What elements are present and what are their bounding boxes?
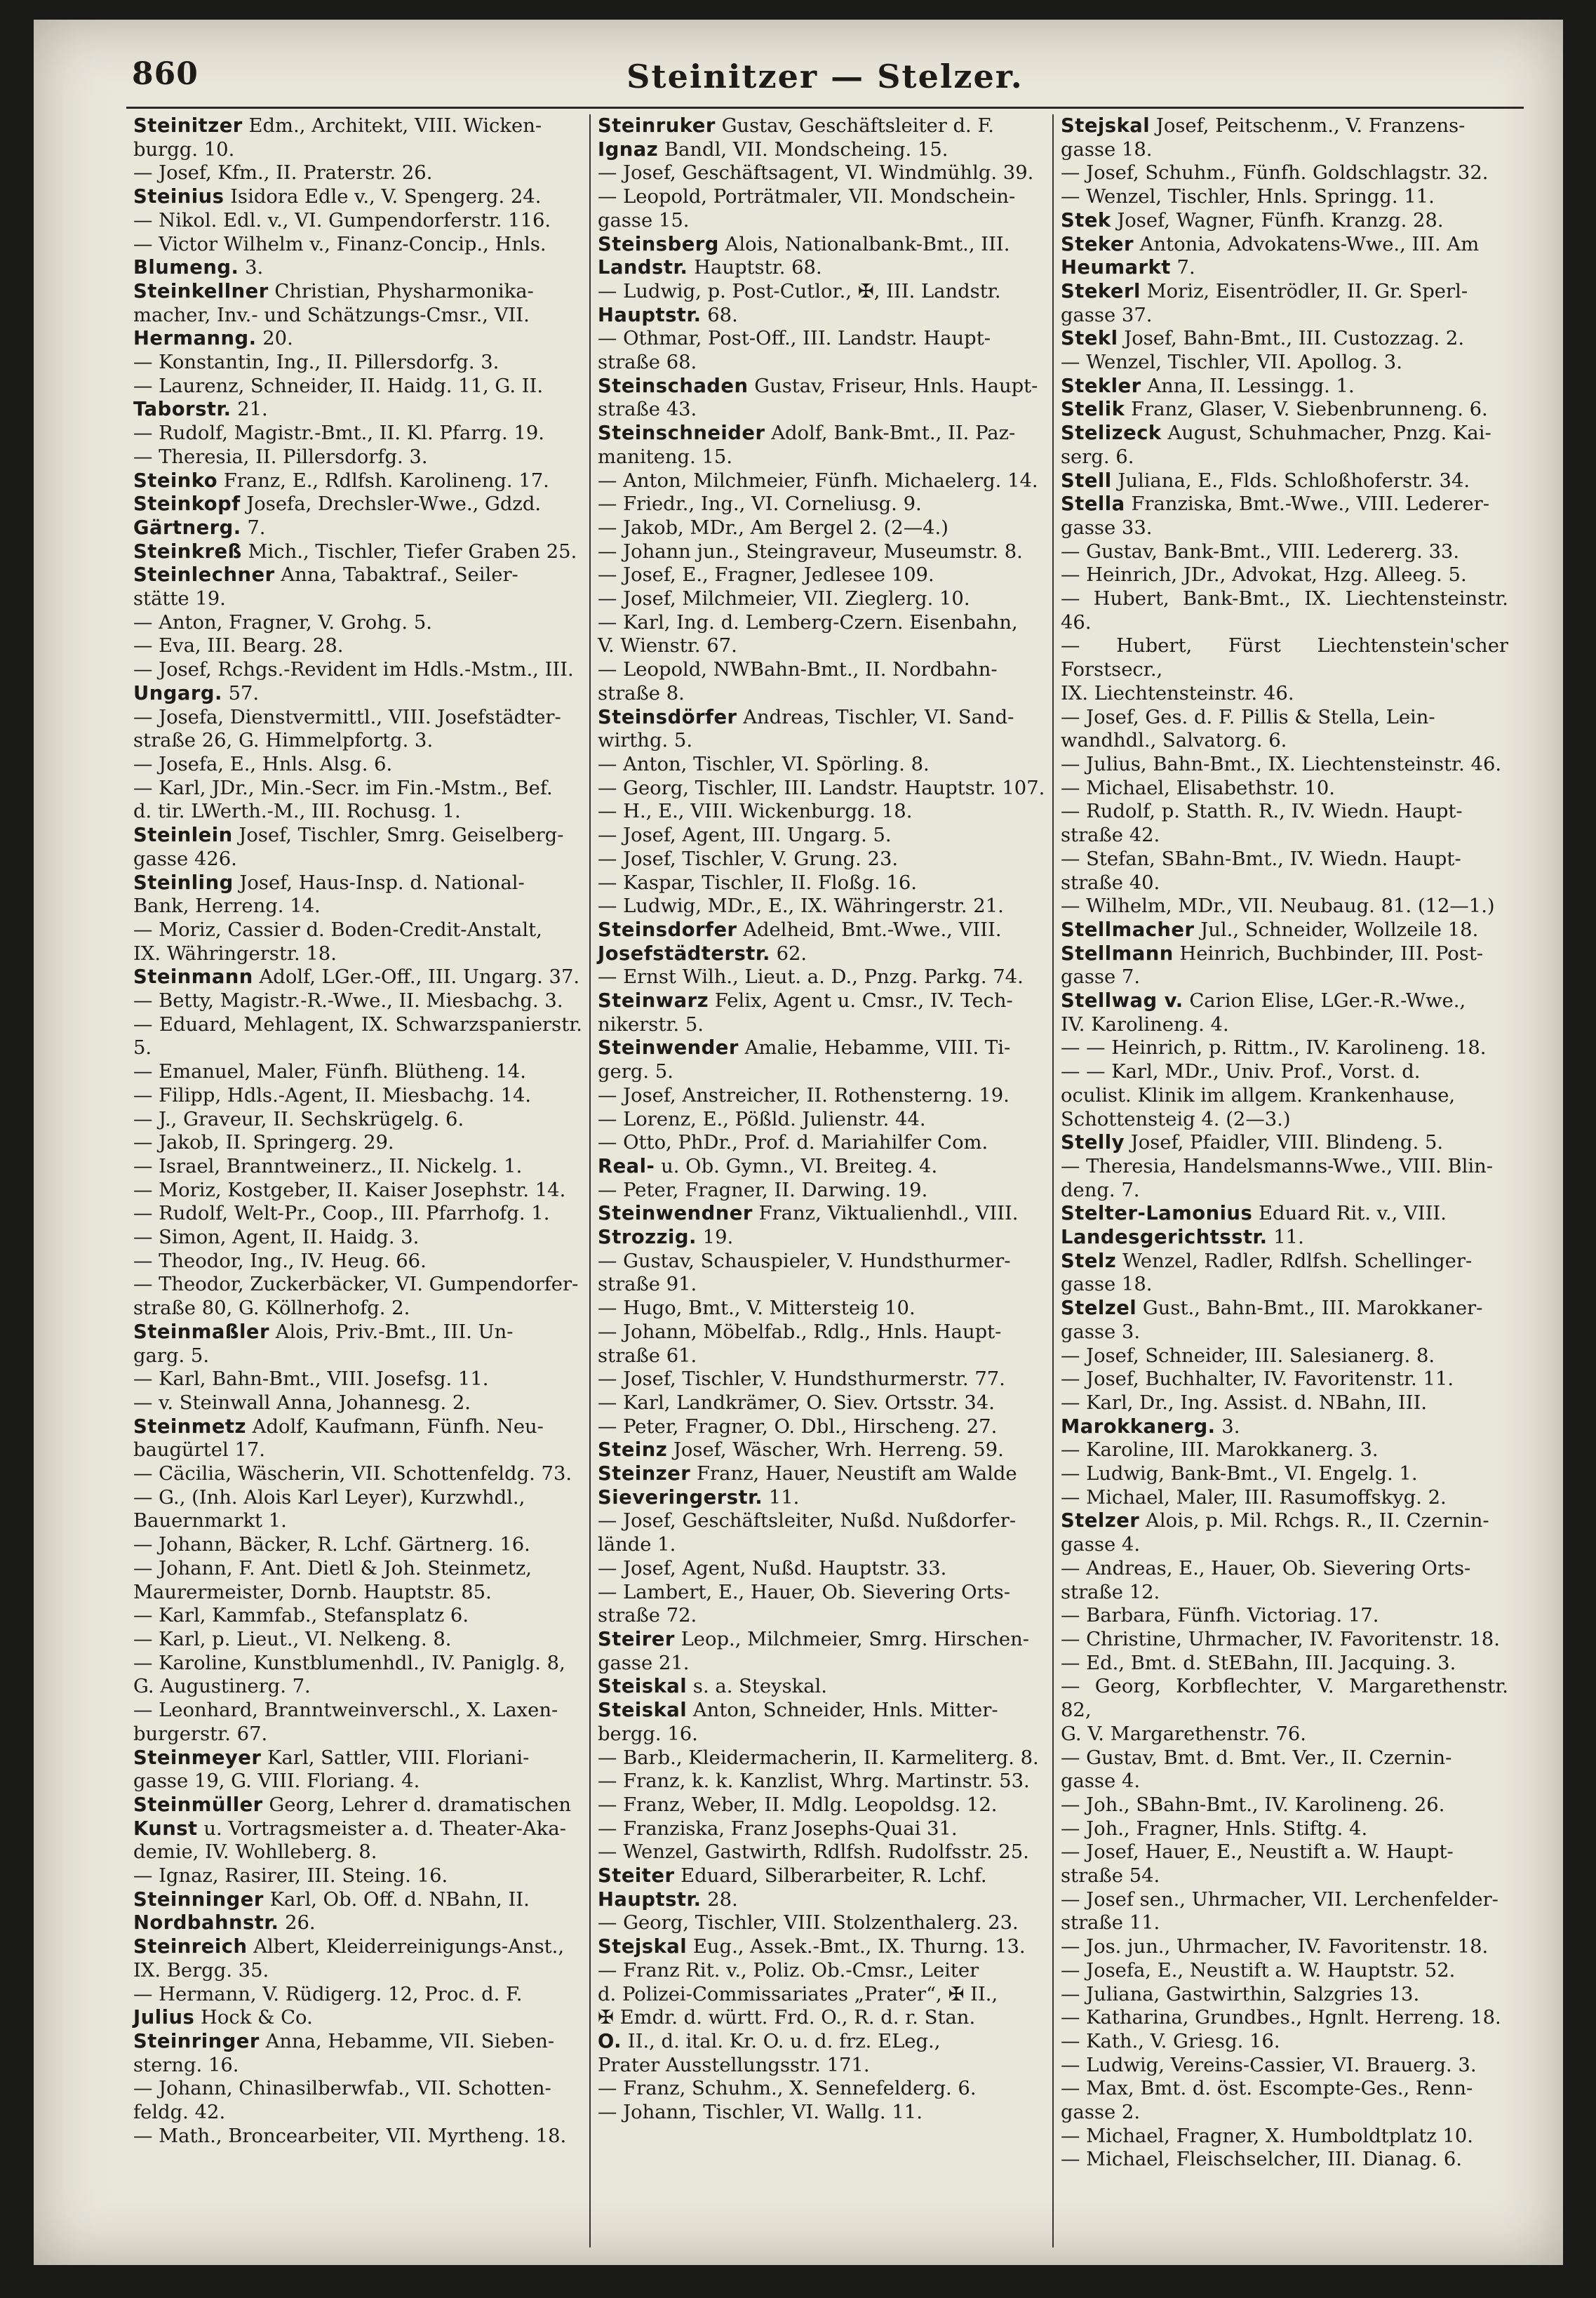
- column-3: [1052, 114, 1515, 2247]
- directory-line: — Eva, III. Bearg. 28.: [133, 635, 344, 657]
- directory-line: Stejskal Eug., Assek.-Bmt., IX. Thurng. 13.: [598, 1936, 1026, 1958]
- directory-line: — Kaspar, Tischler, II. Floßg. 16.: [598, 871, 917, 894]
- directory-line: — Karl, Kammfab., Stefansplatz 6.: [133, 1605, 469, 1627]
- directory-line: — Franziska, Franz Josephs-Quai 31.: [598, 1817, 958, 1840]
- directory-line: — Gustav, Schauspieler, V. Hundsthurmer-: [598, 1250, 1011, 1272]
- directory-line: Stekerl Moriz, Eisentrödler, II. Gr. Sperl-: [1061, 280, 1468, 302]
- directory-line: Stellmacher Jul., Schneider, Wollzeile 18.: [1061, 918, 1479, 941]
- directory-line: Steinsdorfer Adelheid, Bmt.-Wwe., VIII.: [598, 918, 1002, 941]
- directory-line: — Jakob, II. Springerg. 29.: [133, 1132, 394, 1154]
- directory-line: — Victor Wilhelm v., Finanz-Concip., Hnls.: [133, 233, 546, 255]
- directory-line: Steinwender Amalie, Hebamme, VIII. Ti-: [598, 1037, 1011, 1060]
- directory-line: — Karoline, Kunstblumenhdl., IV. Paniglg. 8,: [133, 1652, 565, 1674]
- directory-line: — Karl, Landkrämer, O. Siev. Ortsstr. 34.: [598, 1391, 995, 1414]
- directory-line: — Michael, Fragner, X. Humboldtplatz 10.: [1061, 2125, 1473, 2147]
- directory-line: — Josef, Geschäftsagent, VI. Windmühlg. 39.: [598, 162, 1034, 185]
- directory-line: O. II., d. ital. Kr. O. u. d. frz. ELeg.,: [598, 2030, 941, 2052]
- directory-line: Stelik Franz, Glaser, V. Siebenbrunneng. 6.: [1061, 399, 1488, 421]
- directory-line: Steinmetz Adolf, Kaufmann, Fünfh. Neu-: [133, 1415, 544, 1438]
- directory-line: Ungarg. 57.: [133, 682, 260, 704]
- directory-line: — Katharina, Grundbes., Hgnlt. Herreng. 18.: [1061, 2007, 1501, 2029]
- directory-line: Hauptstr. 28.: [598, 1888, 738, 1911]
- directory-line: — Franz, k. k. Kanzlist, Whrg. Martinstr. 53.: [598, 1770, 1030, 1793]
- directory-line: nikerstr. 5.: [598, 1013, 704, 1036]
- directory-line: — Theodor, Zuckerbäcker, VI. Gumpendorfer-: [133, 1274, 579, 1296]
- directory-line: Steinlechner Anna, Tabaktraf., Seiler-: [133, 564, 518, 587]
- directory-line: — Joh., SBahn-Bmt., IV. Karolineng. 26.: [1061, 1793, 1445, 1816]
- directory-line: — Anton, Tischler, VI. Spörling. 8.: [598, 753, 930, 775]
- directory-line: Steinschaden Gustav, Friseur, Hnls. Haupt-: [598, 375, 1038, 397]
- directory-line: — Karl, p. Lieut., VI. Nelkeng. 8.: [133, 1629, 452, 1650]
- page-header: [126, 52, 1524, 109]
- directory-line: — Lorenz, E., Pößld. Julienstr. 44.: [598, 1108, 926, 1130]
- directory-line: straße 54.: [1061, 1865, 1160, 1888]
- directory-line: — Josefa, Dienstvermittl., VIII. Josefstädter-: [133, 706, 561, 728]
- directory-line: feldg. 42.: [133, 2102, 226, 2124]
- directory-line: — Emanuel, Maler, Fünfh. Blütheng. 14.: [133, 1061, 526, 1083]
- directory-line: gasse 33.: [1061, 516, 1153, 539]
- directory-line: — Juliana, Gastwirthin, Salzgries 13.: [1061, 1983, 1420, 2005]
- directory-line: Steinschneider Adolf, Bank-Bmt., II. Paz-: [598, 422, 1016, 445]
- directory-line: — Ludwig, Vereins-Cassier, VI. Brauerg. 3.: [1061, 2054, 1477, 2076]
- directory-line: macher, Inv.- und Schätzungs-Cmsr., VII.: [133, 304, 530, 326]
- directory-line: — Georg, Tischler, VIII. Stolzenthalerg. 23.: [598, 1912, 1019, 1935]
- directory-line: straße 72.: [598, 1605, 697, 1627]
- directory-line: Strozzig. 19.: [598, 1227, 734, 1249]
- directory-line: gasse 18.: [1061, 138, 1153, 161]
- directory-line: Landstr. Hauptstr. 68.: [598, 257, 822, 279]
- directory-line: straße 11.: [1061, 1912, 1160, 1935]
- directory-line: — Josefa, E., Hnls. Alsg. 6.: [133, 753, 393, 775]
- directory-line: — Ignaz, Rasirer, III. Steing. 16.: [133, 1865, 448, 1888]
- directory-line: demie, IV. Wohlleberg. 8.: [133, 1841, 377, 1864]
- directory-line: IX. Bergg. 35.: [133, 1959, 269, 1982]
- directory-line: Steinringer Anna, Hebamme, VII. Sieben-: [133, 2030, 555, 2052]
- directory-line: wandhdl., Salvatorg. 6.: [1061, 730, 1287, 752]
- directory-line: gasse 18.: [1061, 1274, 1153, 1296]
- directory-line: Ignaz Bandl, VII. Mondscheing. 15.: [598, 138, 948, 161]
- directory-line: straße 26, G. Himmelpfortg. 3.: [133, 730, 434, 752]
- directory-line: — Kath., V. Griesg. 16.: [1061, 2030, 1280, 2052]
- directory-line: — Johann, Bäcker, R. Lchf. Gärtnerg. 16.: [133, 1534, 530, 1556]
- directory-line: — Josef, Milchmeier, VII. Zieglerg. 10.: [598, 588, 970, 610]
- directory-line: — Johann, Tischler, VI. Wallg. 11.: [598, 2102, 923, 2124]
- running-head: Steinitzer — Stelzer.: [626, 58, 1024, 95]
- directory-line: — Cäcilia, Wäscherin, VII. Schottenfeldg. 73.: [133, 1463, 572, 1485]
- directory-line: — Ernst Wilh., Lieut. a. D., Pnzg. Parkg. 74.: [598, 966, 1024, 989]
- directory-line: Steirer Leop., Milchmeier, Smrg. Hirschen-: [598, 1629, 1029, 1650]
- directory-line: — Josef, Schneider, III. Salesianerg. 8.: [1061, 1344, 1435, 1367]
- directory-line: — Rudolf, Welt-Pr., Coop., III. Pfarrhofg. 1.: [133, 1203, 550, 1225]
- directory-line: Steiskal s. a. Steyskal.: [598, 1676, 828, 1698]
- directory-line: Steiskal Anton, Schneider, Hnls. Mitter-: [598, 1699, 998, 1722]
- directory-line: gasse 15.: [598, 209, 690, 232]
- directory-line: — Josef, Agent, III. Ungarg. 5.: [598, 824, 892, 847]
- directory-columns: [126, 114, 1524, 2247]
- directory-line: Hauptstr. 68.: [598, 304, 738, 326]
- directory-line: wirthg. 5.: [598, 730, 693, 752]
- directory-line: straße 68.: [598, 352, 697, 374]
- directory-line: — Friedr., Ing., VI. Corneliusg. 9.: [598, 493, 922, 516]
- directory-line: — Josef, Agent, Nußd. Hauptstr. 33.: [598, 1557, 947, 1579]
- directory-line: Steinwendner Franz, Viktualienhdl., VIII.: [598, 1203, 1019, 1225]
- directory-line: IX. Liechtensteinstr. 46.: [1061, 682, 1294, 704]
- directory-line: IX. Währingerstr. 18.: [133, 942, 337, 965]
- directory-line: — Lambert, E., Hauer, Ob. Sievering Orts-: [598, 1581, 1010, 1603]
- directory-line: — Josef, Schuhm., Fünfh. Goldschlagstr. 32.: [1061, 162, 1489, 185]
- directory-line: Marokkanerg. 3.: [1061, 1415, 1240, 1438]
- directory-line: Steinkellner Christian, Physharmonika-: [133, 280, 534, 302]
- directory-line: — Josefa, E., Neustift a. W. Hauptstr. 52.: [1061, 1959, 1456, 1982]
- directory-line: straße 40.: [1061, 871, 1160, 894]
- directory-line: — Wilhelm, MDr., VII. Neubaug. 81. (12—1.): [1061, 895, 1495, 918]
- directory-line: — Michael, Elisabethstr. 10.: [1061, 777, 1336, 799]
- directory-line: serg. 6.: [1061, 446, 1134, 468]
- directory-line: Steinsdörfer Andreas, Tischler, VI. Sand-: [598, 706, 1014, 728]
- directory-line: Bauernmarkt 1.: [133, 1510, 287, 1532]
- directory-line: Steker Antonia, Advokatens-Wwe., III. Am: [1061, 233, 1480, 255]
- directory-line: stätte 19.: [133, 588, 226, 610]
- directory-line: Heumarkt 7.: [1061, 257, 1195, 279]
- directory-line: baugürtel 17.: [133, 1439, 266, 1462]
- directory-line: — Max, Bmt. d. öst. Escompte-Ges., Renn-: [1061, 2078, 1473, 2100]
- directory-line: — Josef, E., Fragner, Jedlesee 109.: [598, 564, 934, 587]
- directory-line: — J., Graveur, II. Sechskrügelg. 6.: [133, 1108, 464, 1130]
- directory-line: gasse 4.: [1061, 1770, 1141, 1793]
- directory-line: oculist. Klinik im allgem. Krankenhause,: [1061, 1084, 1456, 1107]
- directory-line: Stell Juliana, E., Flds. Schloßhoferstr. 34.: [1061, 469, 1470, 492]
- directory-line: — Filipp, Hdls.-Agent, II. Miesbachg. 14.: [133, 1084, 532, 1107]
- directory-line: gasse 21.: [598, 1652, 690, 1674]
- directory-line: — Peter, Fragner, O. Dbl., Hirscheng. 27.: [598, 1415, 998, 1438]
- directory-line: — Franz Rit. v., Poliz. Ob.-Cmsr., Leiter: [598, 1959, 979, 1982]
- directory-line: — — Karl, MDr., Univ. Prof., Vorst. d.: [1061, 1061, 1421, 1083]
- directory-line: — Othmar, Post-Off., III. Landstr. Haupt-: [598, 328, 991, 350]
- directory-line: Steinlein Josef, Tischler, Smrg. Geiselberg-: [133, 824, 564, 847]
- directory-line: — Gustav, Bmt. d. Bmt. Ver., II. Czernin-: [1061, 1746, 1452, 1769]
- directory-line: — Moriz, Kostgeber, II. Kaiser Josephstr. 14.: [133, 1179, 566, 1201]
- directory-line: — Johann, Chinasilberwfab., VII. Schotten-: [133, 2078, 551, 2100]
- directory-line: Stella Franziska, Bmt.-Wwe., VIII. Lederer-: [1061, 493, 1489, 516]
- directory-line: gasse 3.: [1061, 1321, 1141, 1343]
- directory-line: Stelizeck August, Schuhmacher, Pnzg. Kai-: [1061, 422, 1491, 445]
- directory-line: burgerstr. 67.: [133, 1723, 268, 1745]
- directory-line: Stelly Josef, Pfaidler, VIII. Blindeng. 5.: [1061, 1132, 1444, 1154]
- directory-line: — Israel, Branntweinerz., II. Nickelg. 1.: [133, 1155, 523, 1177]
- directory-line: Steinko Franz, E., Rdlfsh. Karolineng. 17.: [133, 469, 549, 492]
- directory-line: Steinkreß Mich., Tischler, Tiefer Graben 25.: [133, 540, 577, 563]
- directory-line: — Eduard, Mehlagent, IX. Schwarzspanierstr. 5.: [133, 1013, 582, 1060]
- directory-line: Kunst u. Vortragsmeister a. d. Theater-Aka-: [133, 1817, 566, 1840]
- directory-line: — Michael, Maler, III. Rasumoffskyg. 2.: [1061, 1486, 1447, 1509]
- directory-line: — Otto, PhDr., Prof. d. Mariahilfer Com.: [598, 1132, 988, 1154]
- directory-line: Stelzer Alois, p. Mil. Rchgs. R., II. Czernin-: [1061, 1510, 1489, 1532]
- directory-line: — Karl, Bahn-Bmt., VIII. Josefsg. 11.: [133, 1368, 489, 1391]
- directory-line: — Karl, Ing. d. Lemberg-Czern. Eisenbahn,: [598, 611, 1018, 634]
- directory-line: — Peter, Fragner, II. Darwing. 19.: [598, 1179, 928, 1201]
- directory-line: Steinmüller Georg, Lehrer d. dramatischen: [133, 1793, 572, 1816]
- directory-line: — v. Steinwall Anna, Johannesg. 2.: [133, 1391, 471, 1414]
- directory-line: — Hubert, Bank-Bmt., IX. Liechtensteinstr. 46.: [1061, 588, 1508, 634]
- directory-line: Steinreich Albert, Kleiderreinigungs-Anst.,: [133, 1936, 565, 1958]
- directory-line: maniteng. 15.: [598, 446, 733, 468]
- directory-line: — Rudolf, p. Statth. R., IV. Wiedn. Haupt-: [1061, 801, 1463, 823]
- directory-line: — Barb., Kleidermacherin, II. Karmeliterg. 8.: [598, 1746, 1039, 1769]
- directory-line: — H., E., VIII. Wickenburgg. 18.: [598, 801, 913, 823]
- directory-line: — Theresia, Handelsmanns-Wwe., VIII. Blin-: [1061, 1155, 1494, 1177]
- column-1: [126, 114, 589, 2247]
- directory-line: Steinruker Gustav, Geschäftsleiter d. F.: [598, 115, 994, 137]
- directory-line: Maurermeister, Dornb. Hauptstr. 85.: [133, 1581, 492, 1603]
- directory-line: gasse 7.: [1061, 966, 1141, 989]
- directory-line: gasse 4.: [1061, 1534, 1141, 1556]
- directory-line: straße 91.: [598, 1274, 697, 1296]
- directory-line: burgg. 10.: [133, 138, 235, 161]
- directory-line: — Josef, Tischler, V. Hundsthurmerstr. 77.: [598, 1368, 1005, 1391]
- directory-line: gasse 19, G. VIII. Floriang. 4.: [133, 1770, 420, 1793]
- directory-line: — Andreas, E., Hauer, Ob. Sievering Orts-: [1061, 1557, 1471, 1579]
- directory-line: Steinling Josef, Haus-Insp. d. National-: [133, 871, 525, 894]
- directory-line: IV. Karolineng. 4.: [1061, 1013, 1229, 1036]
- directory-line: Josefstädterstr. 62.: [598, 942, 807, 965]
- directory-line: Prater Ausstellungsstr. 171.: [598, 2054, 870, 2076]
- directory-line: — Heinrich, JDr., Advokat, Hzg. Alleeg. 5.: [1061, 564, 1467, 587]
- directory-line: — G., (Inh. Alois Karl Leyer), Kurzwhdl.,: [133, 1486, 525, 1509]
- directory-line: straße 8.: [598, 682, 685, 704]
- directory-line: — Karoline, III. Marokkanerg. 3.: [1061, 1439, 1379, 1462]
- directory-line: Steinsberg Alois, Nationalbank-Bmt., III.: [598, 233, 1010, 255]
- directory-line: Steinmeyer Karl, Sattler, VIII. Floriani-: [133, 1746, 530, 1769]
- directory-line: Stelz Wenzel, Radler, Rdlfsh. Schellinger-: [1061, 1250, 1473, 1272]
- directory-line: — Ed., Bmt. d. StEBahn, III. Jacquing. 3.: [1061, 1652, 1456, 1674]
- directory-line: — Josef, Rchgs.-Revident im Hdls.-Mstm., III.: [133, 659, 574, 681]
- directory-line: Hermanng. 20.: [133, 328, 293, 350]
- directory-line: — Franz, Weber, II. Mdlg. Leopoldsg. 12.: [598, 1793, 998, 1816]
- directory-line: — Theresia, II. Pillersdorfg. 3.: [133, 446, 428, 468]
- directory-line: Steinninger Karl, Ob. Off. d. NBahn, II.: [133, 1888, 530, 1911]
- directory-line: — Nikol. Edl. v., VI. Gumpendorferstr. 116.: [133, 209, 551, 232]
- directory-line: sterng. 16.: [133, 2054, 239, 2076]
- directory-line: gasse 426.: [133, 848, 237, 870]
- directory-line: — Georg, Korbflechter, V. Margarethenstr. 82,: [1061, 1676, 1508, 1722]
- directory-line: — Stefan, SBahn-Bmt., IV. Wiedn. Haupt-: [1061, 848, 1461, 870]
- directory-line: — Johann jun., Steingraveur, Museumstr. 8.: [598, 540, 1023, 563]
- directory-line: Steinitzer Edm., Architekt, VIII. Wicken-: [133, 115, 542, 137]
- directory-line: — Hugo, Bmt., V. Mittersteig 10.: [598, 1297, 916, 1320]
- directory-line: G. Augustinerg. 7.: [133, 1676, 311, 1698]
- directory-line: straße 12.: [1061, 1581, 1160, 1603]
- page-number: 860: [132, 56, 199, 92]
- directory-line: — Ludwig, Bank-Bmt., VI. Engelg. 1.: [1061, 1463, 1418, 1485]
- directory-line: lände 1.: [598, 1534, 676, 1556]
- directory-line: — Franz, Schuhm., X. Sennefelderg. 6.: [598, 2078, 977, 2100]
- directory-line: — Josef, Kfm., II. Praterstr. 26.: [133, 162, 433, 185]
- directory-line: G. V. Margarethenstr. 76.: [1061, 1723, 1306, 1745]
- directory-line: — Betty, Magistr.-R.-Wwe., II. Miesbachg. 3.: [133, 990, 563, 1013]
- directory-line: Steinzer Franz, Hauer, Neustift am Walde: [598, 1463, 1017, 1485]
- directory-line: straße 80, G. Köllnerhofg. 2.: [133, 1297, 410, 1320]
- directory-line: — Karl, JDr., Min.-Secr. im Fin.-Mstm., Bef.: [133, 777, 553, 799]
- directory-line: Stekler Anna, II. Lessingg. 1.: [1061, 375, 1355, 397]
- directory-line: — Hermann, V. Rüdigerg. 12, Proc. d. F.: [133, 1983, 523, 2005]
- directory-line: Schottensteig 4. (2—3.): [1061, 1108, 1291, 1130]
- directory-line: straße 61.: [598, 1344, 697, 1367]
- directory-line: — Josef, Tischler, V. Grung. 23.: [598, 848, 899, 870]
- directory-line: — Wenzel, Gastwirth, Rdlfsh. Rudolfsstr. 25.: [598, 1841, 1029, 1864]
- directory-line: — Leonhard, Branntweinverschl., X. Laxen-: [133, 1699, 558, 1722]
- directory-line: — Moriz, Cassier d. Boden-Credit-Anstalt,: [133, 918, 542, 941]
- directory-line: ✠ Emdr. d. württ. Frd. O., R. d. r. Stan.: [598, 2007, 976, 2029]
- directory-line: Landesgerichtsstr. 11.: [1061, 1227, 1304, 1249]
- directory-line: Steinz Josef, Wäscher, Wrh. Herreng. 59.: [598, 1439, 1004, 1462]
- directory-line: — Julius, Bahn-Bmt., IX. Liechtensteinstr. 46.: [1061, 753, 1502, 775]
- directory-line: gerg. 5.: [598, 1061, 673, 1083]
- directory-line: d. Polizei-Commissariates „Prater“, ✠ II.,: [598, 1983, 998, 2005]
- directory-line: Stelzel Gust., Bahn-Bmt., III. Marokkaner-: [1061, 1297, 1483, 1320]
- directory-line: — Johann, F. Ant. Dietl & Joh. Steinmetz,: [133, 1557, 532, 1579]
- directory-line: — Josef, Ges. d. F. Pillis & Stella, Lein-: [1061, 706, 1435, 728]
- directory-line: — Georg, Tischler, III. Landstr. Hauptstr. 107.: [598, 777, 1045, 799]
- directory-line: — Anton, Fragner, V. Grohg. 5.: [133, 611, 432, 634]
- directory-line: — Jakob, MDr., Am Bergel 2. (2—4.): [598, 516, 948, 539]
- directory-line: — Wenzel, Tischler, Hnls. Springg. 11.: [1061, 186, 1435, 208]
- directory-line: Steinmann Adolf, LGer.-Off., III. Ungarg. 37.: [133, 966, 580, 989]
- directory-line: Nordbahnstr. 26.: [133, 1912, 316, 1935]
- directory-line: — Josef, Geschäftsleiter, Nußd. Nußdorfer-: [598, 1510, 1017, 1532]
- directory-line: — — Heinrich, p. Rittm., IV. Karolineng. 18.: [1061, 1037, 1487, 1060]
- directory-line: — Simon, Agent, II. Haidg. 3.: [133, 1227, 420, 1249]
- directory-line: — Josef sen., Uhrmacher, VII. Lerchenfelder-: [1061, 1888, 1498, 1911]
- directory-line: — Hubert, Fürst Liechtenstein'scher Forstsecr.,: [1061, 635, 1508, 681]
- directory-line: — Math., Broncearbeiter, VII. Myrtheng. 18.: [133, 2125, 567, 2147]
- directory-line: Stelter-Lamonius Eduard Rit. v., VIII.: [1061, 1203, 1447, 1225]
- directory-line: — Joh., Fragner, Hnls. Stiftg. 4.: [1061, 1817, 1368, 1840]
- directory-line: — Theodor, Ing., IV. Heug. 66.: [133, 1250, 427, 1272]
- directory-line: deng. 7.: [1061, 1179, 1140, 1201]
- directory-line: — Karl, Dr., Ing. Assist. d. NBahn, III.: [1061, 1391, 1428, 1414]
- directory-page: [34, 20, 1563, 2265]
- directory-line: garg. 5.: [133, 1344, 210, 1367]
- directory-line: straße 43.: [598, 399, 697, 421]
- directory-line: Sieveringerstr. 11.: [598, 1486, 800, 1509]
- directory-line: Steinwarz Felix, Agent u. Cmsr., IV. Tech-: [598, 990, 1013, 1013]
- directory-line: gasse 37.: [1061, 304, 1153, 326]
- directory-line: — Josef, Buchhalter, IV. Favoritenstr. 11.: [1061, 1368, 1454, 1391]
- directory-line: Stekl Josef, Bahn-Bmt., III. Custozzag. 2.: [1061, 328, 1465, 350]
- directory-line: — Josef, Anstreicher, II. Rothensterng. 19.: [598, 1084, 1010, 1107]
- directory-line: gasse 2.: [1061, 2102, 1141, 2124]
- directory-line: Steinkopf Josefa, Drechsler-Wwe., Gdzd.: [133, 493, 542, 516]
- directory-line: — Jos. jun., Uhrmacher, IV. Favoritenstr. 18.: [1061, 1936, 1489, 1958]
- directory-line: bergg. 16.: [598, 1723, 698, 1745]
- directory-line: — Laurenz, Schneider, II. Haidg. 11, G. II.: [133, 375, 544, 397]
- directory-line: — Ludwig, MDr., E., IX. Währingerstr. 21.: [598, 895, 1004, 918]
- directory-line: — Leopold, NWBahn-Bmt., II. Nordbahn-: [598, 659, 998, 681]
- directory-line: — Josef, Hauer, E., Neustift a. W. Haupt-: [1061, 1841, 1454, 1864]
- directory-line: — Rudolf, Magistr.-Bmt., II. Kl. Pfarrg. 19.: [133, 422, 545, 445]
- directory-line: — Leopold, Porträtmaler, VII. Mondschein-: [598, 186, 1016, 208]
- directory-line: Steiter Eduard, Silberarbeiter, R. Lchf.: [598, 1865, 987, 1888]
- column-2: [589, 114, 1052, 2247]
- directory-line: Stejskal Josef, Peitschenm., V. Franzens-: [1061, 115, 1466, 137]
- directory-line: Julius Hock & Co.: [133, 2007, 313, 2029]
- directory-line: — Wenzel, Tischler, VII. Apollog. 3.: [1061, 352, 1402, 374]
- directory-line: — Ludwig, p. Post-Cutlor., ✠, III. Landstr.: [598, 280, 1001, 302]
- directory-line: Gärtnerg. 7.: [133, 516, 266, 539]
- directory-line: V. Wienstr. 67.: [598, 635, 737, 657]
- directory-line: — Michael, Fleischselcher, III. Dianag. 6.: [1061, 2149, 1463, 2171]
- directory-line: Stellmann Heinrich, Buchbinder, III. Post-: [1061, 942, 1484, 965]
- directory-line: — Anton, Milchmeier, Fünfh. Michaelerg. 14.: [598, 469, 1038, 492]
- directory-line: — Barbara, Fünfh. Victoriag. 17.: [1061, 1605, 1379, 1627]
- directory-line: Steinmaßler Alois, Priv.-Bmt., III. Un-: [133, 1321, 514, 1343]
- directory-line: Taborstr. 21.: [133, 399, 268, 421]
- directory-line: — Christine, Uhrmacher, IV. Favoritenstr. 18.: [1061, 1629, 1500, 1650]
- directory-line: Bank, Herreng. 14.: [133, 895, 321, 918]
- directory-line: Stellwag v. Carion Elise, LGer.-R.-Wwe.,: [1061, 990, 1466, 1013]
- directory-line: Blumeng. 3.: [133, 257, 264, 279]
- directory-line: — Johann, Möbelfab., Rdlg., Hnls. Haupt-: [598, 1321, 1002, 1343]
- directory-line: — Konstantin, Ing., II. Pillersdorfg. 3.: [133, 352, 499, 374]
- directory-line: straße 42.: [1061, 824, 1160, 847]
- directory-line: Real- u. Ob. Gymn., VI. Breiteg. 4.: [598, 1155, 938, 1177]
- directory-line: Stek Josef, Wagner, Fünfh. Kranzg. 28.: [1061, 209, 1444, 232]
- directory-line: Steinius Isidora Edle v., V. Spengerg. 24.: [133, 186, 542, 208]
- directory-line: d. tir. LWerth.-M., III. Rochusg. 1.: [133, 801, 461, 823]
- directory-line: — Gustav, Bank-Bmt., VIII. Ledererg. 33.: [1061, 540, 1460, 563]
